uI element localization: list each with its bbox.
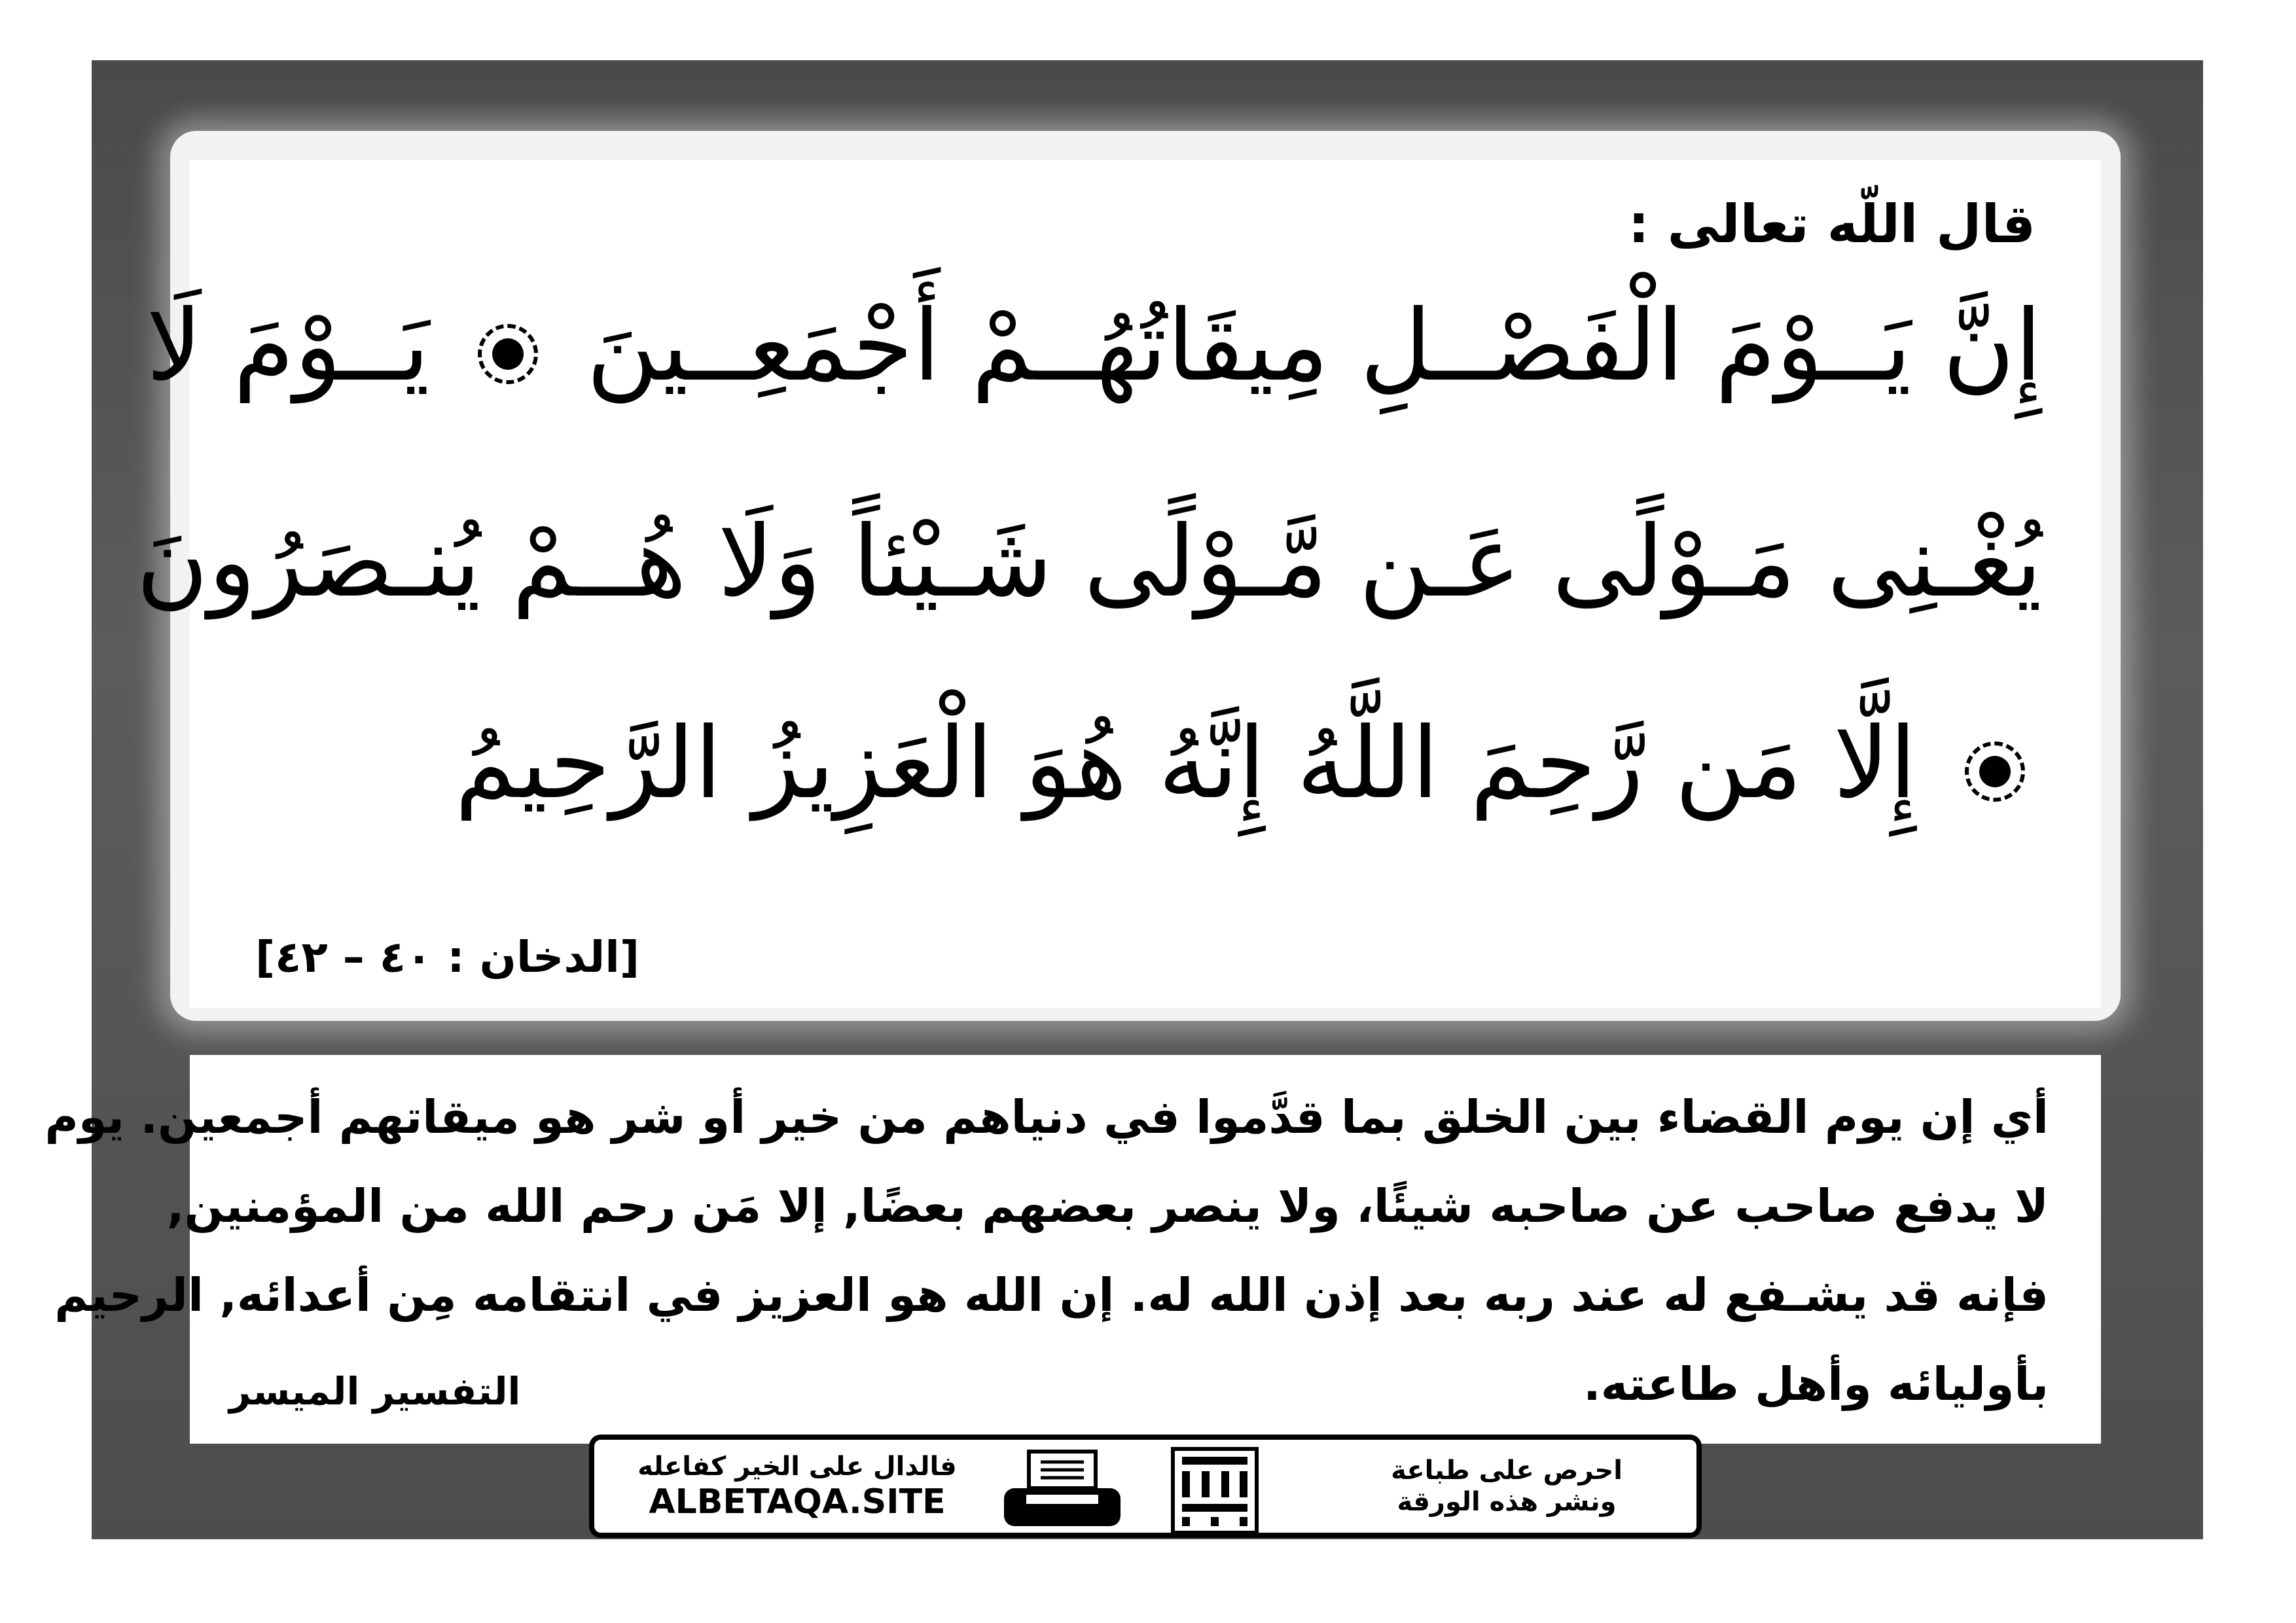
- verse-line-1-text: إِنَّ يَــوْمَ الْفَصْــلِ مِيقَاتُهُــمْ أَجْمَعِــينَ: [586, 289, 2042, 403]
- dawah-logo: [1170, 1446, 1259, 1535]
- verse-line-3-text: إِلَّا مَن رَّحِمَ اللَّهُ إِنَّهُ هُوَ الْعَزِيزُ الرَّحِيمُ: [454, 707, 1917, 821]
- footer-slogan: فالدال على الخير كفاعله: [637, 1452, 957, 1482]
- tafsir-line-4: بأوليائه وأهل طاعته.: [1583, 1357, 2049, 1411]
- verse-line-3: [454, 707, 2042, 821]
- verse-line-1-continuation: يَــوْمَ لَا: [146, 289, 430, 403]
- footer-call-box: [1336, 1440, 1677, 1533]
- tafsir-panel: [45, 1055, 2101, 1444]
- printer-icon: [1000, 1449, 1124, 1530]
- verse-heading: قال اللّه تعالى :: [1628, 194, 2036, 255]
- footer-site-box: [614, 1440, 980, 1533]
- footer-call-line-2: ونشر هذه الورقة: [1397, 1487, 1617, 1517]
- ayah-marker-icon: [1965, 741, 2025, 802]
- surah-reference: [الدخان : ٤٠ – ٤٢]: [255, 932, 640, 982]
- tafsir-source: التفسير الميسر: [229, 1369, 521, 1414]
- tafsir-line-2: لا يدفع صاحب عن صاحبه شيئًا، ولا ينصر بعضهم بعضًا, إلا مَن رحم الله من المؤمنين,: [166, 1179, 2049, 1233]
- footer-banner: [589, 1435, 1702, 1538]
- verse-line-1: [146, 289, 2042, 403]
- site-link[interactable]: ALBETAQA.SITE: [649, 1482, 946, 1522]
- ayah-marker-icon: [478, 324, 538, 384]
- verse-panel: [136, 160, 2101, 1008]
- tafsir-line-3: فإنه قد يشـفع له عند ربه بعد إذن الله له. إن الله هو العزيز في انتقامه مِن أعدائه, الرحيم: [54, 1268, 2049, 1322]
- verse-line-2: يُغْـنِى مَـوْلًى عَـن مَّـوْلًى شَـيْئاً وَلَا هُــمْ يُنـصَرُونَ: [136, 505, 2042, 619]
- tafsir-line-1: أي إن يوم القضاء بين الخلق بما قدَّموا في دنياهم من خير أو شر هو ميقاتهم أجمعين. يوم: [45, 1090, 2049, 1144]
- footer-call-line-1: احرص على طباعة: [1391, 1455, 1623, 1486]
